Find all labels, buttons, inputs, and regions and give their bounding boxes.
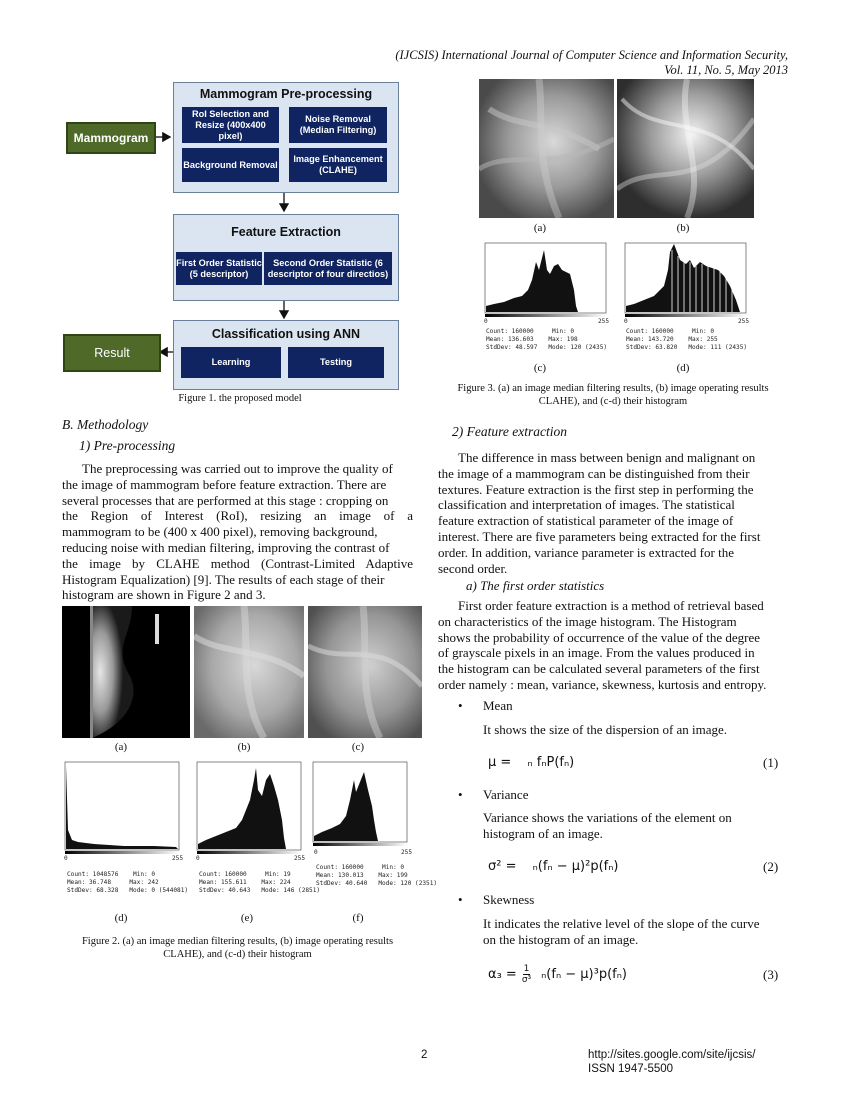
desc-line: It indicates the relative level of the slope of the curve (483, 916, 760, 931)
figure-2d-label: (d) (114, 912, 128, 924)
figure-2d-axis-max: 255 (172, 855, 184, 862)
figure-3c-axis-min: 0 (484, 318, 488, 325)
classification-title: Classification using ANN (211, 327, 361, 341)
mammogram-input-box: Mammogram (66, 122, 156, 154)
figure-3d-axis-min: 0 (624, 318, 628, 325)
bullet-skewness-desc (483, 916, 789, 948)
equation-3-rhs: ₙ(fₙ − μ)³p(fₙ) (541, 967, 627, 982)
figure-2d-axis-min: 0 (64, 855, 68, 862)
fraction-numerator: 1 (523, 964, 530, 974)
equation-1 (488, 755, 574, 770)
figure-3d-histogram (624, 240, 748, 320)
bullet-mean-title: Mean (483, 698, 513, 713)
figure-3a-label: (a) (533, 222, 547, 234)
figure-2f-label: (f) (352, 912, 364, 924)
testing-box: Testing (288, 347, 384, 378)
desc-line: histogram of an image. (483, 825, 603, 841)
result-output-box: Result (63, 334, 161, 372)
figure-3d-axis-max: 255 (738, 318, 750, 325)
equation-1-rhs: ₙ fₙP(fₙ) (527, 755, 575, 770)
footer-url (588, 1048, 755, 1076)
bullet-mean-desc: It shows the size of the dispersion of an image. (483, 722, 728, 737)
feature-extraction-stage (173, 214, 399, 301)
para-line: the image of a mammogram can be distinguished from their (438, 465, 750, 481)
para-line: the Region of Interest (RoI), resizing an image of a (62, 508, 413, 524)
figure-1-caption: Figure 1. the proposed model (178, 393, 302, 404)
figure-2e-axis-max: 255 (294, 855, 306, 862)
second-order-box: Second Order Statistic (6 descriptor of four directios) (264, 252, 392, 285)
journal-volume: Vol. 11, No. 5, May 2013 (664, 63, 788, 77)
journal-title: (IJCSIS) International Journal of Computer Science and Information Security, (395, 48, 788, 62)
figure-2f-histogram (312, 760, 412, 848)
bullet-dot: • (458, 698, 463, 713)
figure-2f-axis-min: 0 (314, 849, 318, 856)
equation-3-number: (3) (763, 967, 779, 982)
figure-2f-stats: Count: 160000 Min: 0 Mean: 130.013 Max: 199 StdDev: 40.640 Mode: 120 (2351) (316, 864, 438, 887)
preprocessing-stage (173, 82, 399, 193)
figure-2e-axis-min: 0 (196, 855, 200, 862)
figure-3-caption-line1: Figure 3. (a) an image median filtering results, (b) image operating results (457, 383, 769, 394)
bullet-skewness-title: Skewness (483, 892, 535, 907)
noise-removal-box: Noise Removal (Median Filtering) (289, 107, 387, 143)
figure-3c-label: (c) (533, 362, 547, 374)
equation-1-lhs: μ = (488, 755, 512, 770)
bullet-dot: • (458, 892, 463, 907)
equation-3-lhs: α₃ = (488, 967, 517, 982)
para-line: the histogram can be calculated several parameters of the first (438, 661, 760, 677)
para-line: mammogram to be (400 x 400 pixel), removing background, (62, 524, 378, 540)
feature-extraction-paragraph (438, 450, 789, 576)
para-line: histogram are shown in Figure 2 and 3. (62, 587, 266, 603)
figure-2c-label: (c) (351, 741, 365, 753)
figure-2a-image (62, 606, 190, 738)
para-line: several processes that are performed at this stage : cropping on (62, 492, 389, 508)
figure-2c-image (308, 606, 422, 738)
subheading-feature-extraction (452, 424, 567, 440)
preprocessing-title: Mammogram Pre-processing (199, 87, 373, 101)
image-enhancement-box: Image Enhancement (CLAHE) (289, 148, 387, 182)
figure-2b-image (194, 606, 304, 738)
para-line: the image of mammogram before feature extraction. There are (62, 476, 387, 492)
first-order-box: First Order Statistic (5 descriptor) (176, 252, 262, 285)
para-line: the image by CLAHE method (Contrast-Limited Adaptive (62, 555, 413, 571)
para-line: Histogram Equalization) [9]. The results of each stage of their (62, 571, 385, 587)
figure-2a-label: (a) (114, 741, 128, 753)
figure-2-caption-line2: CLAHE), and (c-d) their histogram (163, 949, 312, 960)
figure-3b-image (617, 79, 754, 218)
equation-3 (488, 964, 627, 985)
figure-2-caption-line1: Figure 2. (a) an image median filtering results, (b) image operating results (81, 936, 394, 947)
para-line: textures. Feature extraction is the first step in performing the (438, 481, 754, 497)
background-removal-box: Background Removal (182, 148, 279, 182)
figure-2b-label: (b) (237, 741, 251, 753)
figure-2e-stats: Count: 160000 Min: 19 Mean: 155.611 Max: 224 StdDev: 40.643 Mode: 146 (2851) (199, 871, 321, 894)
footer-url-text: http://sites.google.com/site/ijcsis/ (588, 1049, 756, 1061)
equation-1-number: (1) (763, 755, 779, 770)
para-line: order namely : mean, variance, skewness, kurtosis and entropy. (438, 676, 767, 692)
equation-2-lhs: σ² = (488, 859, 517, 874)
figure-2d-stats: Count: 1048576 Min: 0 Mean: 36.748 Max: 242 StdDev: 68.328 Mode: 0 (544081) (67, 871, 189, 894)
para-line: classification and interpretation of images. The statistical (438, 497, 735, 513)
learning-box: Learning (181, 347, 281, 378)
section-heading-methodology: B. Methodology (62, 417, 149, 432)
equation-2 (488, 859, 619, 874)
preprocessing-paragraph (62, 461, 413, 603)
bullet-variance-desc (483, 810, 789, 842)
figure-3d-label: (d) (676, 362, 690, 374)
figure-2d-histogram (64, 760, 184, 856)
para-line: First order feature extraction is a method of retrieval based (458, 598, 764, 613)
figure-2e-label: (e) (240, 912, 254, 924)
subheading-first-order: a) The first order statistics (466, 578, 605, 593)
figure-3b-label: (b) (676, 222, 690, 234)
subheading-text: 2) Feature extraction (452, 424, 567, 439)
footer-issn: ISSN 1947-5500 (588, 1063, 674, 1075)
para-line: of grayscale pixels in an image. From the values produced in (438, 645, 755, 661)
figure-3c-stats: Count: 160000 Min: 0 Mean: 136.603 Max: 198 StdDev: 48.597 Mode: 120 (2435) (486, 328, 608, 351)
classification-stage (173, 320, 399, 390)
para-line: second order. (438, 560, 508, 576)
para-line: reducing noise with median filtering, improving the contrast of (62, 539, 390, 555)
equation-2-number: (2) (763, 859, 779, 874)
para-line: shows the probability of occurrence of the value of the degree (438, 629, 760, 645)
first-order-paragraph (438, 598, 789, 693)
para-line: The difference in mass between benign and malignant on (458, 450, 756, 465)
equation-3-fraction (522, 964, 531, 985)
bullet-dot: • (458, 787, 463, 802)
para-line: interest. There are five parameters being extracted for the first (438, 528, 761, 544)
para-line: order. In addition, variance parameter is extracted for the (438, 544, 734, 560)
feature-extraction-title: Feature Extraction (231, 225, 341, 239)
fraction-denominator: σ³ (521, 975, 532, 985)
equation-2-rhs: ₙ(fₙ − μ)²p(fₙ) (532, 859, 619, 874)
figure-3a-image (479, 79, 614, 218)
figure-2e-histogram (196, 760, 306, 856)
figure-3d-stats: Count: 160000 Min: 0 Mean: 143.720 Max: 255 StdDev: 63.820 Mode: 111 (2435) (626, 328, 748, 351)
para-line: on characteristics of the image histogram. The Histogram (438, 613, 737, 629)
figure-3-caption-line2: CLAHE), and (c-d) their histogram (538, 396, 688, 407)
figure-2-caption (60, 935, 415, 961)
desc-line: on the histogram of an image. (483, 931, 639, 947)
para-line: The preprocessing was carried out to improve the quality of (82, 461, 393, 476)
figure-2f-axis-max: 255 (401, 849, 413, 856)
desc-line: Variance shows the variations of the element on (483, 810, 732, 825)
para-line: feature extraction of statistical parameter of the image of (438, 513, 734, 529)
figure-3c-histogram (484, 240, 608, 320)
page-number: 2 (421, 1049, 428, 1061)
figure-3-caption (438, 382, 788, 408)
subheading-preprocessing: 1) Pre-processing (79, 438, 176, 453)
figure-3c-axis-max: 255 (598, 318, 610, 325)
bullet-variance-title: Variance (483, 787, 529, 802)
roi-selection-box: RoI Selection and Resize (400x400 pixel) (182, 107, 279, 143)
